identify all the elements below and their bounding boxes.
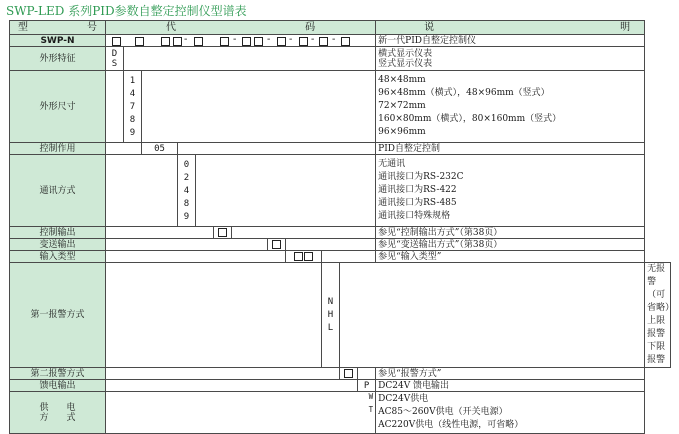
code-box	[344, 369, 353, 378]
input-label: 输入类型	[10, 251, 106, 263]
code-box	[173, 37, 182, 46]
size-label: 外形尺寸	[10, 71, 106, 143]
code-box	[254, 37, 263, 46]
power-codes-cell	[106, 392, 376, 434]
row-input	[10, 251, 671, 263]
comm-codes: 0 2 4 8 9	[178, 155, 196, 227]
control-code: 05	[142, 143, 178, 155]
input-desc: 参见“输入类型”	[376, 251, 645, 263]
model-desc: 新一代PID自整定控制仪	[376, 35, 645, 47]
size-desc: 48×48mm 96×48mm（横式），48×96mm（竖式） 72×72mm 160×80mm（横式），80×160mm（竖式） 96×96mm	[376, 71, 645, 143]
code-box	[135, 37, 144, 46]
size-codes: 1 4 7 8 9	[124, 71, 142, 143]
code-dash: -	[332, 34, 336, 45]
row-alarm2	[10, 368, 671, 380]
alarm1-desc: 无报警（可省略） 上限报警 下限报警	[645, 263, 671, 368]
feed-code: P	[358, 380, 376, 392]
code-box	[299, 37, 308, 46]
power-desc: DC24V供电 AC85～260V供电（开关电源） AC220V供电（线性电源，可省略）	[376, 392, 645, 434]
code-box	[194, 37, 203, 46]
alarm2-code	[340, 368, 358, 380]
input-code	[286, 251, 322, 263]
appearance-desc: 横式显示仪表 竖式显示仪表	[376, 47, 645, 71]
row-size	[10, 71, 671, 143]
page-title: SWP-LED 系列PID参数自整定控制仪型谱表	[6, 4, 247, 18]
row-transmit-output	[10, 239, 671, 251]
transmit-output-label: 变送输出	[10, 239, 106, 251]
code-box	[112, 37, 121, 46]
row-appearance	[10, 47, 671, 71]
code-box	[341, 37, 350, 46]
header-code: 代 码	[106, 21, 376, 35]
alarm1-label: 第一报警方式	[10, 263, 106, 368]
comm-label: 通讯方式	[10, 155, 106, 227]
transmit-output-desc: 参见“变送输出方式”（第38页）	[376, 239, 645, 251]
code-box	[304, 252, 313, 261]
row-feed	[10, 380, 671, 392]
model-row	[10, 35, 671, 47]
appearance-codes: D S	[106, 47, 124, 71]
control-output-label: 控制输出	[10, 227, 106, 239]
alarm2-desc: 参见“报警方式”	[376, 368, 645, 380]
row-comm	[10, 155, 671, 227]
code-box	[242, 37, 251, 46]
transmit-output-code	[268, 239, 286, 251]
header-row	[10, 21, 671, 35]
model-code-template	[106, 35, 376, 47]
control-output-code	[214, 227, 232, 239]
appearance-label: 外形特征	[10, 47, 106, 71]
code-dash: -	[233, 34, 237, 45]
power-label: 供 电 方 式	[10, 392, 106, 434]
code-box	[319, 37, 328, 46]
model-label: SWP-N	[10, 35, 106, 47]
row-power	[10, 392, 671, 434]
code-box	[294, 252, 303, 261]
code-box	[161, 37, 170, 46]
alarm2-label: 第二报警方式	[10, 368, 106, 380]
row-control	[10, 143, 671, 155]
power-codes: W T	[368, 392, 374, 414]
feed-label: 馈电输出	[10, 380, 106, 392]
code-box	[277, 37, 286, 46]
model-spec-table	[9, 20, 675, 434]
code-box	[218, 228, 227, 237]
header-desc: 说 明	[376, 21, 645, 35]
alarm1-codes: N H L	[322, 263, 340, 368]
code-dash: -	[184, 34, 188, 45]
comm-desc: 无通讯 通讯接口为RS-232C 通讯接口为RS-422 通讯接口为RS-485 通讯接口特殊规格	[376, 155, 645, 227]
code-box	[272, 240, 281, 249]
code-dash: -	[267, 34, 271, 45]
feed-desc: DC24V 馈电输出	[376, 380, 645, 392]
row-alarm1	[10, 263, 671, 368]
control-label: 控制作用	[10, 143, 106, 155]
row-control-output	[10, 227, 671, 239]
header-type: 型 号	[10, 21, 106, 35]
control-output-desc: 参见“控制输出方式”（第38页）	[376, 227, 645, 239]
code-box	[220, 37, 229, 46]
code-dash: -	[311, 34, 315, 45]
code-dash: -	[289, 34, 293, 45]
control-desc: PID自整定控制	[376, 143, 645, 155]
